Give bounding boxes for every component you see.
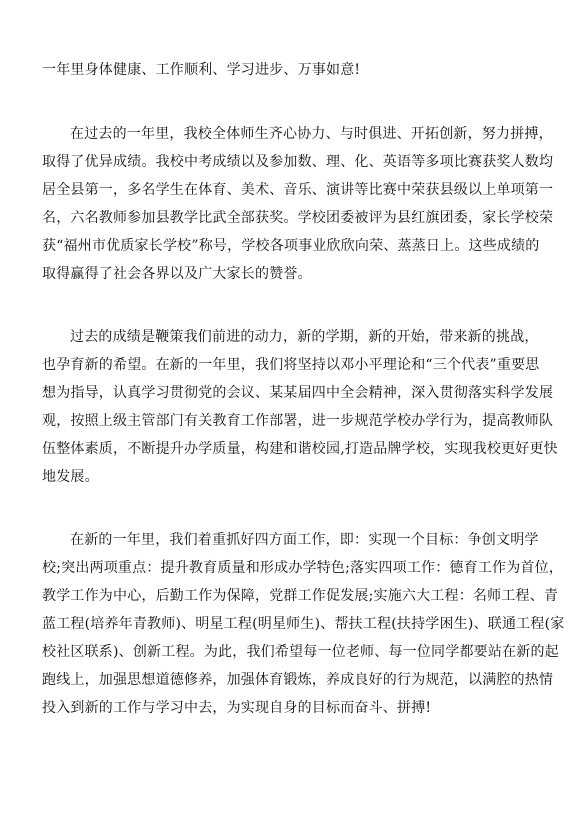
text-line: 校;突出两项重点：提升教育质量和形成办学特色;落实四项工作：德育工作为首位，: [42, 560, 564, 576]
text-line: 跑线上，加强思想道德修养，加强体育锻炼，养成良好的行为规范，以满腔的热情: [42, 672, 554, 688]
text-line: 取得了优异成绩。我校中考成绩以及参加数、理、化、英语等多项比赛获奖人数均: [42, 154, 554, 170]
text-line: 教学工作为中心，后勤工作为保障，党群工作促发展;实施六大工程：名师工程、青: [42, 588, 559, 604]
text-line: 投入到新的工作与学习中去，为实现自身的目标而奋斗、拼搏!: [42, 700, 432, 716]
paragraph-new-semester: [42, 323, 558, 491]
paragraph-work-plan: [42, 526, 565, 722]
text-line: 在新的一年里，我们着重抓好四方面工作，即：实现一个目标：争创文明学: [70, 532, 539, 548]
text-line: 校社区联系)、创新工程。为此，我们希望每一位老师、每一位同学都要站在新的起: [42, 644, 559, 660]
text-line: 地发展。: [42, 469, 99, 485]
paragraph-achievements: [42, 120, 554, 288]
text-line: 一年里身体健康、工作顺利、学习进步、万事如意!: [42, 62, 361, 78]
text-line: 伍整体素质，不断提升办学质量，构建和谐校园,打造品牌学校，实现我校更好更快: [42, 441, 558, 457]
text-line: 获“福州市优质家长学校”称号，学校各项事业欣欣向荣、蒸蒸日上。这些成绩的: [42, 238, 540, 254]
paragraph-closing-wish: [42, 56, 546, 84]
text-line: 取得赢得了社会各界以及广大家长的赞誉。: [42, 266, 312, 282]
text-line: 蓝工程(培养年青教师)、明星工程(明星师生)、帮扶工程(扶持学困生)、联通工程(家: [42, 616, 565, 632]
text-line: 名，六名教师参加县教学比武全部获奖。学校团委被评为县红旗团委，家长学校荣: [42, 210, 554, 226]
text-line: 也孕育新的希望。在新的一年里，我们将坚持以邓小平理论和“三个代表”重要思: [42, 357, 540, 373]
text-line: 居全县第一，多名学生在体育、美术、音乐、演讲等比赛中荣获县级以上单项第一: [42, 182, 554, 198]
document-body: [42, 56, 565, 722]
text-line: 想为指导，认真学习贯彻党的会议、某某届四中全会精神，深入贯彻落实科学发展: [42, 385, 554, 401]
text-line: 在过去的一年里，我校全体师生齐心协力、与时俱进、开拓创新，努力拼搏，: [70, 126, 553, 142]
text-line: 过去的成绩是鞭策我们前进的动力，新的学期，新的开始，带来新的挑战，: [70, 329, 539, 345]
text-line: 观，按照上级主管部门有关教育工作部署，进一步规范学校办学行为，提高教师队: [42, 413, 554, 429]
